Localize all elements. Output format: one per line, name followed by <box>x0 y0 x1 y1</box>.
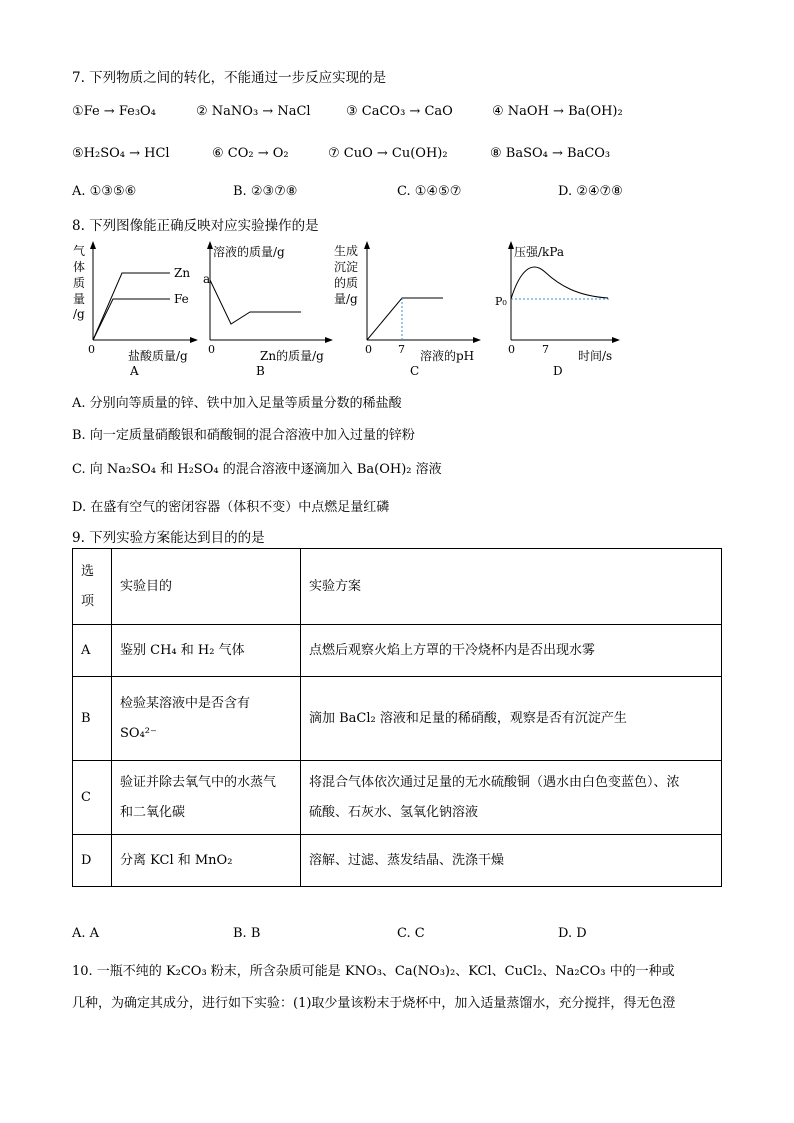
graph-b-line <box>210 280 301 324</box>
q9-stem: 9. 下列实验方案能达到目的的是 <box>72 530 265 546</box>
q9-table <box>72 548 722 887</box>
q7-item: ⑥ CO₂ → O₂ <box>212 146 289 161</box>
q9-options <box>72 926 772 946</box>
q7-item: ④ NaOH → Ba(OH)₂ <box>492 104 623 119</box>
q8-option-d: D. 在盛有空气的密闭容器（体积不变）中点燃足量红磷 <box>72 500 390 515</box>
q8-option-b: B. 向一定质量硝酸银和硝酸铜的混合溶液中加入过量的锌粉 <box>72 428 415 443</box>
graph-d-origin: 0 <box>508 343 515 356</box>
q7-stem: 7. 下列物质之间的转化，不能通过一步反应实现的是 <box>72 70 387 86</box>
graph-a-ylabel-char: /g <box>73 307 85 321</box>
row-plan <box>301 761 722 835</box>
table-row <box>73 761 722 835</box>
graph-c-ylabel-line: 沉淀 <box>334 260 359 274</box>
graph-d-x7: 7 <box>542 343 549 356</box>
table-row <box>73 835 722 887</box>
graph-d-xlabel: 时间/s <box>578 349 613 363</box>
row-goal-line: 和二氧化碳 <box>120 804 186 820</box>
q7-item: ② NaNO₃ → NaCl <box>196 104 311 119</box>
graph-c-line <box>367 298 443 340</box>
graph-a-ylabel-char: 气 <box>73 244 86 258</box>
graph-a-line-zn <box>93 273 170 340</box>
graph-b-origin: 0 <box>208 343 215 356</box>
graph-a-letter: A <box>130 364 139 378</box>
graph-a-xlabel: 盐酸质量/g <box>128 349 188 363</box>
table-header-option <box>73 549 112 625</box>
q8-option-c: C. 向 Na₂SO₄ 和 H₂SO₄ 的混合溶液中逐滴加入 Ba(OH)₂ 溶液 <box>72 462 442 477</box>
graph-d-letter: D <box>553 364 563 378</box>
graph-b-ylabel: 溶液的质量/g <box>213 245 285 259</box>
row-option: D <box>73 835 112 887</box>
graph-b-xlabel: Zn的质量/g <box>260 349 324 363</box>
q7-items-row1 <box>72 104 772 124</box>
graph-a-ylabel-char: 量 <box>73 292 86 306</box>
graph-c <box>332 240 482 380</box>
graph-c-ylabel-line: 生成 <box>334 244 359 258</box>
graph-a <box>70 240 200 380</box>
graph-a-zn-label: Zn <box>174 266 191 280</box>
graph-d-x-arrow <box>612 337 620 343</box>
q7-item: ⑧ BaSO₄ → BaCO₃ <box>490 146 611 161</box>
q9-option-c: C. C <box>397 926 425 941</box>
header-option-line: 选 <box>81 563 95 579</box>
row-goal <box>112 677 301 761</box>
q9-option-d: D. D <box>558 926 587 941</box>
q9-option-b: B. B <box>233 926 261 941</box>
table-header-goal: 实验目的 <box>112 549 301 625</box>
table-row <box>73 677 722 761</box>
row-goal-line: SO₄²⁻ <box>120 725 157 741</box>
q8-stem: 8. 下列图像能正确反映对应实验操作的是 <box>72 218 319 234</box>
row-plan: 点燃后观察火焰上方罩的干冷烧杯内是否出现水雾 <box>301 625 722 677</box>
row-goal-line: 验证并除去氧气中的水蒸气 <box>120 774 277 790</box>
q9-option-a: A. A <box>72 926 100 941</box>
table-row <box>73 625 722 677</box>
row-plan: 滴加 BaCl₂ 溶液和足量的稀硝酸，观察是否有沉淀产生 <box>301 677 722 761</box>
row-goal: 分离 KCl 和 MnO₂ <box>112 835 301 887</box>
q7-option-c: C. ①④⑤⑦ <box>397 184 462 199</box>
q7-option-a: A. ①③⑤⑥ <box>72 184 137 199</box>
header-option-line: 项 <box>81 593 95 609</box>
table-header-plan: 实验方案 <box>301 549 722 625</box>
q7-item: ⑦ CuO → Cu(OH)₂ <box>328 146 448 161</box>
row-plan-line: 硫酸、石灰水、氢氧化钠溶液 <box>309 804 479 820</box>
graph-a-origin: 0 <box>88 343 95 356</box>
graph-b-a-label: a <box>203 272 211 286</box>
row-plan-line: 将混合气体依次通过足量的无水硫酸铜（遇水由白色变蓝色）、浓 <box>309 774 680 790</box>
q7-items-row2 <box>72 146 772 166</box>
graph-c-letter: C <box>410 364 420 378</box>
graph-c-ylabel-line: 的质 <box>334 276 359 290</box>
graph-c-origin: 0 <box>365 343 372 356</box>
row-option: B <box>73 677 112 761</box>
q7-option-d: D. ②④⑦⑧ <box>558 184 623 199</box>
q8-option-a: A. 分别向等质量的锌、铁中加入足量等质量分数的稀盐酸 <box>72 396 402 411</box>
graph-d-p0: P₀ <box>495 295 507 308</box>
graph-c-y-arrow <box>364 241 370 249</box>
row-plan: 溶解、过滤、蒸发结晶、洗涤干燥 <box>301 835 722 887</box>
graph-a-line-fe <box>93 299 170 340</box>
graph-c-xlabel: 溶液的pH <box>420 349 475 363</box>
q7-option-b: B. ②③⑦⑧ <box>233 184 298 199</box>
graph-a-ylabel-char: 体 <box>73 260 86 274</box>
graph-c-ylabel-line: 量/g <box>334 292 358 306</box>
graph-d-curve <box>511 267 608 299</box>
graph-a-fe-label: Fe <box>174 292 189 306</box>
row-goal <box>112 761 301 835</box>
graph-c-x7: 7 <box>398 343 405 356</box>
graph-a-ylabel-char: 质 <box>73 276 86 290</box>
q7-options <box>72 184 772 204</box>
q7-item: ⑤H₂SO₄ → HCl <box>72 146 170 161</box>
graph-d-ylabel: 压强/kPa <box>514 245 565 259</box>
graph-c-x-arrow <box>473 337 481 343</box>
row-goal: 鉴别 CH₄ 和 H₂ 气体 <box>112 625 301 677</box>
row-option: A <box>73 625 112 677</box>
graph-b-letter: B <box>256 364 265 378</box>
q7-item: ①Fe → Fe₃O₄ <box>72 104 156 119</box>
table-header-row <box>73 549 722 625</box>
graph-a-y-arrow <box>90 241 96 249</box>
q10-line1: 10. 一瓶不纯的 K₂CO₃ 粉末，所含杂质可能是 KNO₃、Ca(NO₃)₂、KCl、CuCl₂、Na₂CO₃ 中的一种或 <box>72 964 675 979</box>
row-option: C <box>73 761 112 835</box>
graph-b <box>200 240 335 380</box>
graph-a-x-arrow <box>190 337 198 343</box>
graph-d <box>490 240 620 380</box>
q10-line2: 几种，为确定其成分，进行如下实验：(1)取少量该粉末于烧杯中，加入适量蒸馏水，充分搅拌，得无色澄 <box>72 996 676 1011</box>
q7-item: ③ CaCO₃ → CaO <box>346 104 453 119</box>
row-goal-line: 检验某溶液中是否含有 <box>120 695 251 711</box>
